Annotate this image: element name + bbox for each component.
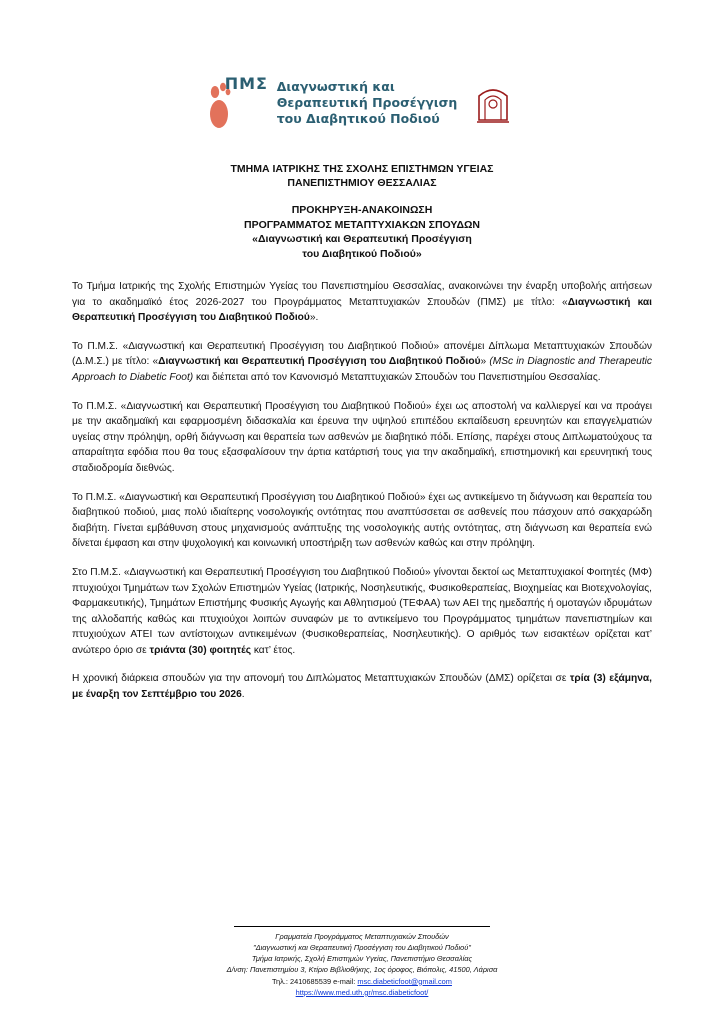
program-logo-mark xyxy=(209,72,269,134)
p5-text-a: Στο Π.Μ.Σ. «Διαγνωστική και Θεραπευτική Προσέγγιση του Διαβητικού Ποδιού» γίνονται δεκτοί ως Μεταπτυχιακοί Φοιτητές (ΜΦ) πτυχιούχοι Τμημάτων των Σχολών Επιστημών Υγείας (Ιατρικής, Νοσηλευτικής, Φυσικοθεραπείας, Βιοχημείας και Βιοτεχνολογίας, Φαρμακευτικής), Τμημάτων Επιστήμης Φυσικής Αγωγής και Αθλητισμού (ΤΕΦΑΑ) των ΑΕΙ της ημεδαπής ή ομοταγών ιδρυμάτων της αλλοδαπής καθώς και πτυχιούχοι λοιπών συναφών με το αντικείμενο του Προγράμματος τμημάτων πανεπιστημίων και πτυχιούχων ΑΤΕΙ των αντίστοιχων αντικειμένων (Φυσικοθεραπείας, Νοσηλευτικής). Ο αριθμός των εισακτέων ορίζεται κατ’ ανώτερο όριο σε xyxy=(72,566,652,656)
footer-url-line xyxy=(72,987,652,998)
footer-divider xyxy=(234,926,489,927)
logo-text-line2: Θεραπευτική Προσέγγιση xyxy=(276,95,458,110)
p2-text-d: (MSc in Diagnostic and Therapeutic Approach to Diabetic Foot) xyxy=(72,356,653,383)
p1-text-b: Διαγνωστική και Θεραπευτική Προσέγγιση του Διαβητικού Ποδιού xyxy=(72,296,652,324)
logo-inner xyxy=(209,72,516,134)
document-body xyxy=(72,279,652,703)
page-footer xyxy=(72,926,652,998)
p5-text-c: κατ’ έτος. xyxy=(251,644,296,656)
paragraph-2 xyxy=(72,339,652,386)
announce-line-1: ΠΡΟΚΗΡΥΞΗ-ΑΝΑΚΟΙΝΩΣΗ xyxy=(291,204,433,216)
announce-line-4: του Διαβητικού Ποδιού» xyxy=(302,247,422,260)
logo-text-line3: του Διαβητικού Ποδιού xyxy=(276,111,440,126)
paragraph-1 xyxy=(72,279,652,326)
logo-letters: ΠΜΣ xyxy=(224,74,268,93)
p2-text-b: Διαγνωστική και Θεραπευτική Προσέγγιση του Διαβητικού Ποδιού xyxy=(158,356,481,368)
announce-line-2: ΠΡΟΓΡΑΜΜΑΤΟΣ ΜΕΤΑΠΤΥΧΙΑΚΩΝ ΣΠΟΥΔΩΝ xyxy=(243,218,480,231)
logo-text xyxy=(277,79,458,127)
footer-line-1: Γραμματεία Προγράμματος Μεταπτυχιακών Σπουδών xyxy=(275,931,449,941)
dept-line-1: ΤΜΗΜΑ ΙΑΤΡΙΚΗΣ ΤΗΣ ΣΧΟΛΗΣ ΕΠΙΣΤΗΜΩΝ ΥΓΕΙΑΣ xyxy=(230,163,494,175)
paragraph-3: Το Π.Μ.Σ. «Διαγνωστική και Θεραπευτική Προσέγγιση του Διαβητικού Ποδιού» έχει ως αποστολή να καλλιεργεί και να προάγει με την ακαδημαϊκή και εφαρμοσμένη διδασκαλία και έρευνα την υψηλού επιπέδου εκπαίδευση ερευνητών και επαγγελματιών υγείας στην πρόληψη, ορθή διάγνωση και θεραπεία των ασθενών με διαβητικό πόδι. Επίσης, παρέχει στους Διπλωματούχους τα απαραίτητα εφόδια που θα τους εξασφαλίσουν την άρτια κατάρτισή τους για την ακαδημαϊκή, επιστημονική και ερευνητική τους σταδιοδρομία διεθνώς. xyxy=(72,400,652,474)
p2-text-c: » xyxy=(480,356,490,368)
page-title xyxy=(72,162,652,203)
announcement-title xyxy=(72,203,652,261)
footer-line-2: "Διαγνωστική και Θεραπευτική Προσέγγιση του Διαβητικού Ποδιού" xyxy=(253,942,471,952)
p6-text-a: Η χρονική διάρκεια σπουδών για την απονομή του Διπλώματος Μεταπτυχιακών Σπουδών (ΔΜΣ) ορίζεται σε xyxy=(72,673,570,685)
logo-text-line1: Διαγνωστική και xyxy=(276,79,395,94)
footer-line-4: Δ/νση: Πανεπιστημίου 3, Κτίριο Βιβλιοθήκης, 1ος όροφος, Βιόπολις, 41500, Λάρισα xyxy=(226,965,498,975)
p1-text-a: Το Τμήμα Ιατρικής της Σχολής Επιστημών Υγείας του Πανεπιστημίου Θεσσαλίας, ανακοινώνει την έναρξη υποβολής αιτήσεων για το ακαδημαϊκό έτος 2026-2027 του Προγράμματος Μεταπτυχιακών Σπουδών (ΠΜΣ) με τίτλο: « xyxy=(72,281,652,308)
p6-text-b: τρία (3) εξάμηνα, με έναρξη τον Σεπτέμβριο του 2026 xyxy=(72,673,652,701)
footer-website-link[interactable]: https://www.med.uth.gr/msc.diabeticfoot/ xyxy=(295,987,429,997)
announce-line-3: «Διαγνωστική και Θεραπευτική Προσέγγιση xyxy=(252,233,472,245)
p2-text-e: και διέπεται από τον Κανονισμό Μεταπτυχιακών Σπουδών του Πανεπιστημίου Θεσσαλίας. xyxy=(193,371,601,383)
paragraph-4: Το Π.Μ.Σ. «Διαγνωστική και Θεραπευτική Προσέγγιση του Διαβητικού Ποδιού» έχει ως αντικείμενο τη διάγνωση και θεραπεία του διαβητικού ποδιού, μιας πολύ ιδιαίτερης νοσολογικής οντότητας που αναπτύσσεται σε ασθενείς που πάσχουν από σακχαρώδη διαβήτη. Γίνεται εμβάθυνση στους μηχανισμούς ανάπτυξης της νοσολογικής αυτής οντότητας, στη διάγνωση και θεραπεία ενώ δίνεται έμφαση και στην ψυχολογική και κοινωνική υποστήριξη των ασθενών καθώς και στην πρόληψη. xyxy=(72,491,652,550)
footer-phone-label: Τηλ.: 2410685539 e-mail: xyxy=(272,976,358,986)
p1-text-c: ». xyxy=(309,312,319,324)
footer-line-3: Τμήμα Ιατρικής, Σχολή Επιστημών Υγείας, Πανεπιστήμιο Θεσσαλίας xyxy=(251,954,473,964)
logo-header xyxy=(72,0,652,142)
paragraph-6 xyxy=(72,671,652,702)
dept-line-2: ΠΑΝΕΠΙΣΤΗΜΙΟΥ ΘΕΣΣΑΛΙΑΣ xyxy=(287,177,437,189)
footer-email-link[interactable]: msc.diabeticfoot@gmail.com xyxy=(357,976,452,986)
university-emblem-icon xyxy=(471,80,515,126)
p2-text-a: Το Π.Μ.Σ. «Διαγνωστική και Θεραπευτική Προσέγγιση του Διαβητικού Ποδιού» απονέμει Δίπλωμα Μεταπτυχιακών Σπουδών (Δ.Μ.Σ.) με τίτλο: « xyxy=(72,340,652,368)
footer-contact-line xyxy=(72,976,652,987)
p6-text-c: . xyxy=(241,689,245,701)
paragraph-5 xyxy=(72,565,652,659)
p5-text-b: τριάντα (30) φοιτητές xyxy=(149,644,251,656)
